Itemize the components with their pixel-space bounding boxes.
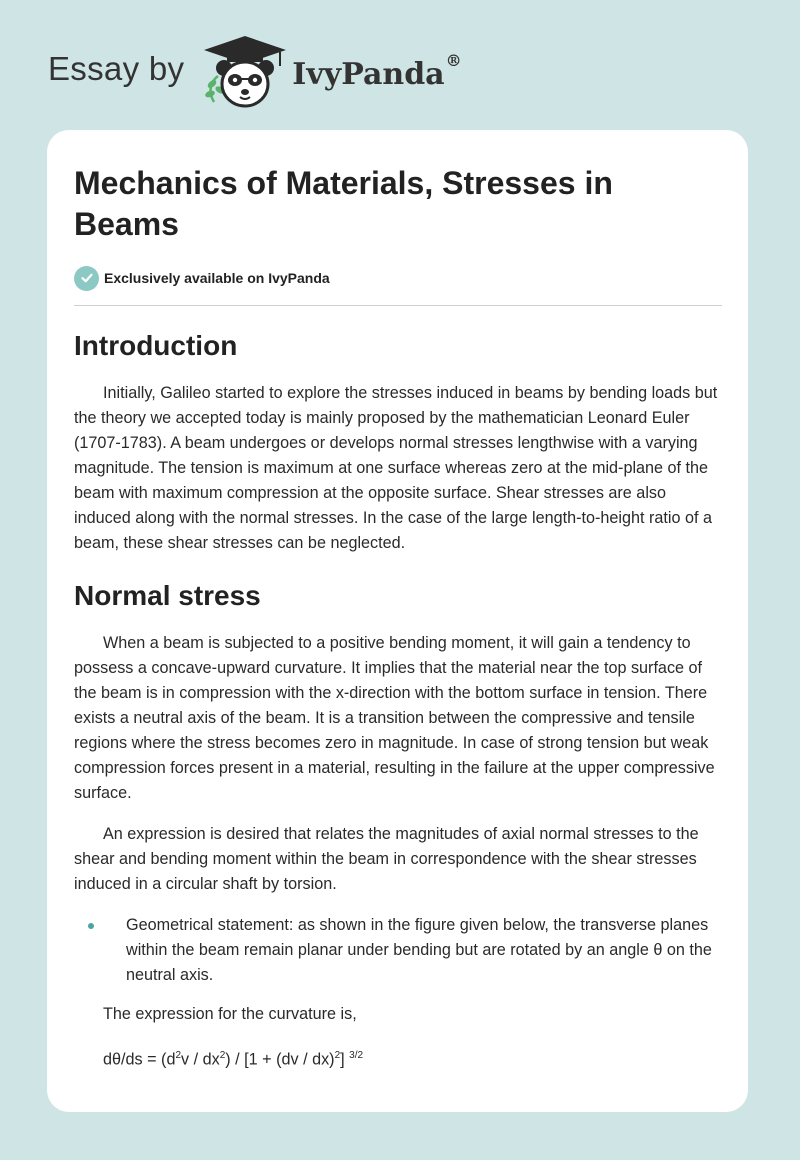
formula-sup: 2 [219,1050,226,1061]
normal-stress-paragraph-1: When a beam is subjected to a positive bending moment, it will gain a tendency to possess a concave-upward curvature. It implies that the material near the top surface of the beam is in compression with the x-direction with the bottom surface in tension. There exists a neutral axis of the beam. It is a transition between the compressive and tensile regions where the stress becomes zero in magnitude. In case of strong tension but weak compression forces present in a material, resulting in the failure at the upper compressive surface. [74,634,715,802]
exclusive-badge [74,263,722,293]
formula-sup: 2 [334,1050,341,1061]
panda-graduate-logo-icon[interactable] [200,32,290,112]
essay-by-label: Essay by [48,50,185,87]
normal-stress-paragraph-2: An expression is desired that relates the magnitudes of axial normal stresses to the shear and bending moment within the beam in correspondence with the shear stresses induced in a circular shaft by torsion. [74,825,699,893]
formula-part: v / dx [181,1050,220,1069]
registered-mark: ® [445,50,462,70]
intro-paragraph: Initially, Galileo started to explore the stresses induced in beams by bending loads but the theory we accepted today is mainly proposed by the mathematician Leonard Euler (1707-1783). A beam undergoes or develops normal stresses lengthwise with a varying magnitude. The tension is maximum at one surface whereas zero at the mid-plane of the beam with maximum compression at the opposite surface. Shear stresses are also induced along with the normal stresses. In the case of the large length-to-height ratio of a beam, these shear stresses can be neglected. [74,384,718,552]
curvature-formula [103,1043,722,1072]
list-item [74,913,722,988]
check-icon [74,266,99,291]
bullet-dot-icon [88,923,94,929]
title-divider [74,305,722,306]
formula-part: dθ/ds = (d [103,1050,176,1069]
brand-name[interactable] [292,50,462,92]
section-heading-normal-stress: Normal stress [74,580,261,611]
section-heading-introduction: Introduction [74,330,238,361]
bullet-text: Geometrical statement: as shown in the figure given below, the transverse planes within the beam remain planar under bending but are rotated by an angle θ on the neutral axis. [126,916,712,984]
brand-name-text: IvyPanda [292,56,445,92]
formula-part: ) / [1 + (dv / dx) [225,1050,335,1069]
article-title: Mechanics of Materials, Stresses in Beams [74,165,613,242]
formula-sup: 3/2 [349,1050,364,1061]
exclusive-label: Exclusively available on IvyPanda [104,270,330,286]
formula-part: ] [340,1050,350,1069]
bullet-list [74,913,722,988]
site-header [48,32,462,112]
formula-sup: 2 [175,1050,182,1061]
article-card [47,130,748,1112]
curvature-intro: The expression for the curvature is, [103,1005,357,1023]
